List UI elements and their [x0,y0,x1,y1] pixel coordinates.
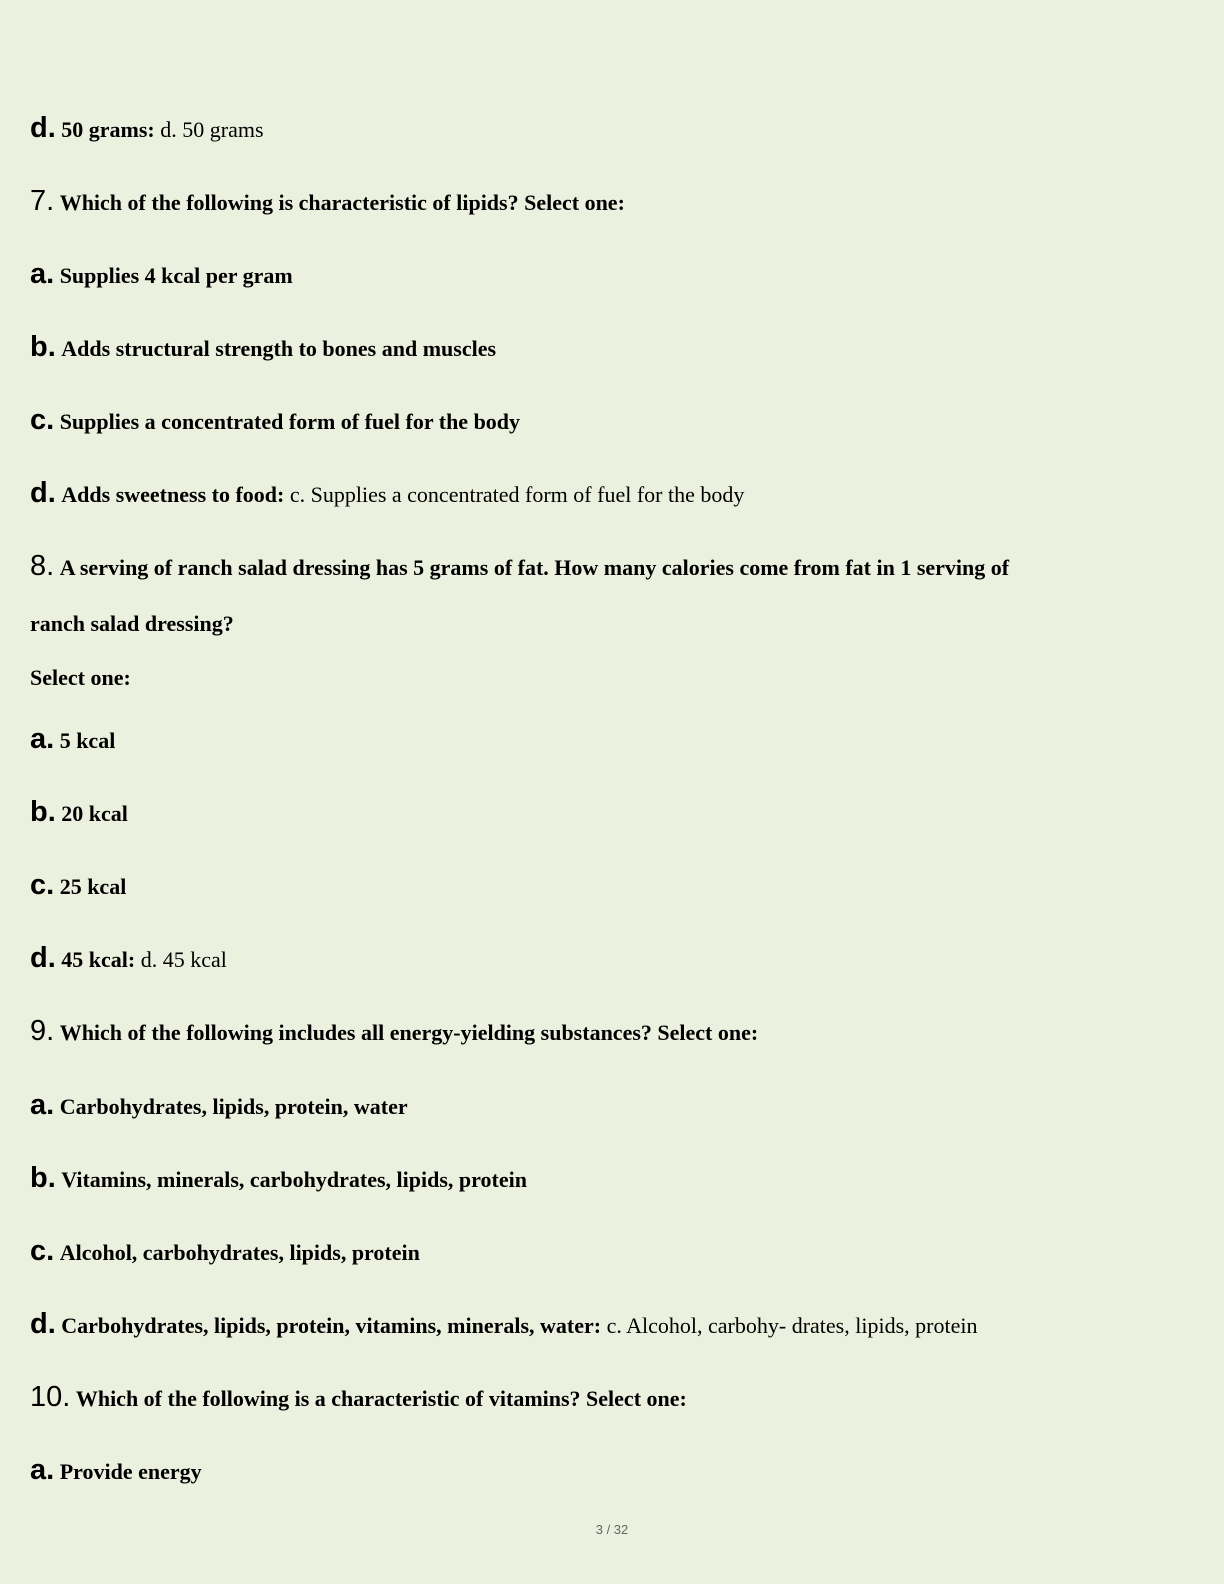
option-marker: c. [30,404,55,436]
option-b-q7 [30,331,497,363]
option-text: 45 kcal: [61,947,136,972]
answer-text: c. Alcohol, carbohy- drates, lipids, protein [606,1313,978,1338]
option-c-q9 [30,1235,420,1267]
question-number: 10. [30,1381,71,1413]
question-number: 9. [30,1015,55,1047]
option-text: Supplies a concentrated form of fuel for the body [59,409,521,434]
option-d-q8 [30,942,227,974]
question-8 [30,550,1010,582]
option-marker: d. [30,1308,56,1340]
option-marker: b. [30,331,56,363]
option-text: 25 kcal [59,874,127,899]
answer-text: d. 50 grams [160,117,264,142]
option-text: Adds sweetness to food: [61,482,285,507]
question-text: Which of the following includes all energy-yielding substances? Select one: [59,1020,759,1045]
question-number: 8. [30,550,55,582]
option-text: Supplies 4 kcal per gram [59,263,293,288]
option-d-q9 [30,1308,978,1340]
question-text: Which of the following is characteristic of lipids? Select one: [59,190,625,215]
option-text: 20 kcal [61,801,128,826]
select-prompt: Select one: [30,665,131,690]
option-marker: d. [30,942,56,974]
question-8-continued [30,611,234,637]
option-a-q8 [30,723,116,755]
option-c-q7 [30,404,521,436]
option-text: Carbohydrates, lipids, protein, water [59,1094,408,1119]
option-text: 5 kcal [59,728,116,753]
question-7 [30,185,625,217]
option-b-q9 [30,1162,527,1194]
option-a-q10 [30,1454,202,1486]
option-text: Provide energy [59,1459,202,1484]
option-text: 50 grams: [61,117,155,142]
option-b-q8 [30,796,128,828]
option-marker: d. [30,477,56,509]
option-marker: c. [30,869,55,901]
option-marker: a. [30,1454,55,1486]
option-text: Adds structural strength to bones and muscles [61,336,497,361]
option-text: Carbohydrates, lipids, protein, vitamins, minerals, water: [61,1313,602,1338]
question-number: 7. [30,185,55,217]
option-marker: c. [30,1235,55,1267]
option-a-q7 [30,258,293,290]
option-marker: a. [30,1089,55,1121]
option-marker: a. [30,258,55,290]
question-8-select-prompt [30,665,131,691]
answer-text: d. 45 kcal [140,947,227,972]
option-text: Vitamins, minerals, carbohydrates, lipids, protein [61,1167,527,1192]
option-marker: a. [30,723,55,755]
option-marker: b. [30,1162,56,1194]
option-marker: b. [30,796,56,828]
question-text: Which of the following is a characteristic of vitamins? Select one: [75,1386,687,1411]
option-text: Alcohol, carbohydrates, lipids, protein [59,1240,420,1265]
page-number: 3 / 32 [595,1522,629,1537]
option-d-q7 [30,477,745,509]
question-10 [30,1381,687,1413]
question-text: A serving of ranch salad dressing has 5 grams of fat. How many calories come from fat in 1 serving of [59,555,1010,580]
option-marker: d. [30,112,56,144]
option-a-q9 [30,1089,408,1121]
question-9 [30,1015,759,1047]
option-c-q8 [30,869,127,901]
answer-text: c. Supplies a concentrated form of fuel for the body [289,482,745,507]
option-d-q6 [30,112,264,144]
question-text: ranch salad dressing? [30,611,234,636]
